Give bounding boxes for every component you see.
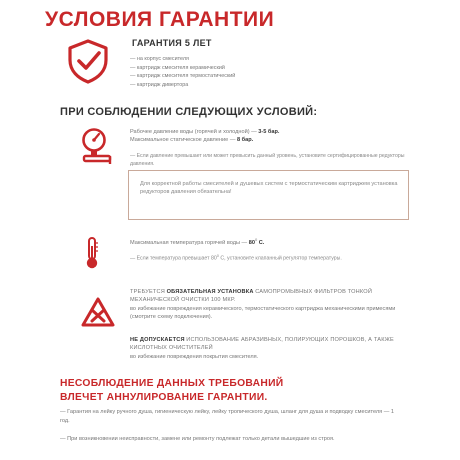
abrasive-text: ИСПОЛЬЗОВАНИЕ АБРАЗИВНЫХ, ПОЛИРУЮЩИХ ПОРОШКОВ, А ТАКЖЕ КИСЛОТНЫХ ОЧИСТИТЕЛЕЙ (130, 337, 394, 352)
conditions-heading: ПРИ СОБЛЮДЕНИИ СЛЕДУЮЩИХ УСЛОВИЙ: (60, 106, 318, 118)
exclusion-item: — Гарантия на лейку ручного душа, гигиеническую лейку, лейку тропического душа, шланг для душа и подводку смесителя — 1 год. (60, 409, 395, 424)
failure-heading-line-2: ВЛЕЧЕТ АННУЛИРОВАНИЕ ГАРАНТИИ. (60, 392, 268, 403)
thermometer-icon (84, 236, 100, 270)
failure-heading-line-1: НЕСОБЛЮДЕНИЕ ДАННЫХ ТРЕБОВАНИЙ (60, 378, 284, 389)
list-item: — картридж смесителя керамический (130, 64, 225, 71)
failure-heading (60, 377, 283, 405)
filter-bold: ОБЯЗАТЕЛЬНАЯ УСТАНОВКА (166, 289, 254, 295)
pressure-static-text: Максимальное статическое давление — (130, 137, 236, 144)
pressure-gauge-icon (80, 126, 114, 166)
exclusion-item: — При возникновении неисправности, замене или ремонту подлежат только детали вышедшие из строя. (60, 436, 335, 442)
abrasive-text-2: во избежание повреждения покрытия смесителя. (130, 353, 259, 360)
pressure-note: — Если давление превышает или может превысить данный уровень, установите сертифицированные редукторы давления. (130, 153, 405, 167)
abrasive-bold: НЕ ДОПУСКАЕТСЯ (130, 337, 185, 343)
pressure-text (130, 128, 410, 145)
filter-text-3: во избежание повреждения керамического, термостатического картриджа механическими примесями (смотрите схему подключения). (130, 305, 396, 321)
filter-text-2: САМОПРОМЫВНЫХ ФИЛЬТРОВ ТОНКОЙ МЕХАНИЧЕСКОЙ ОЧИСТКИ 100 МКР. (130, 289, 373, 304)
notice-box (128, 170, 409, 220)
temperature-value: 80 (248, 239, 255, 246)
warranty-list (130, 55, 235, 89)
notice-text: Для корректной работы смесителей и душевых систем с термостатическим картриджем установка редукторов давления обязательна! (140, 181, 398, 196)
temperature-unit: С. (258, 239, 265, 246)
temperature-note-before: — Если температура превышает (130, 255, 210, 262)
pressure-working-text: Рабочее давление воды (горячей и холодной) — (130, 129, 257, 135)
abrasive-warning (130, 336, 410, 361)
list-item: — на корпус смесителя (130, 56, 189, 62)
temperature-label: Максимальная температура горячей воды — (130, 239, 248, 246)
warning-triangle-icon (80, 296, 116, 328)
list-item: — картридж смесителя термостатический (130, 73, 236, 80)
filter-requirement (130, 288, 410, 322)
temperature-text: Максимальная температура горячей воды — $80^0$ С. (130, 237, 265, 246)
pressure-static-value: 8 бар. (236, 137, 254, 144)
warranty-heading: ГАРАНТИЯ 5 ЛЕТ (132, 38, 212, 48)
temperature-note-after: С, установите клапанный регулятор температуры. (220, 255, 342, 262)
filter-text-1: ТРЕБУЕТСЯ (130, 289, 166, 295)
temperature-note: — Если температура превышает $80^0$ С, установите клапанный регулятор температуры. (130, 253, 342, 262)
shield-check-icon (66, 38, 110, 84)
temperature-note-value: 80 (210, 255, 217, 262)
pressure-working-value: 3-5 бар. (258, 129, 280, 135)
page-title: УСЛОВИЯ ГАРАНТИИ (45, 8, 275, 31)
list-item: — картридж дивертора (130, 81, 189, 88)
